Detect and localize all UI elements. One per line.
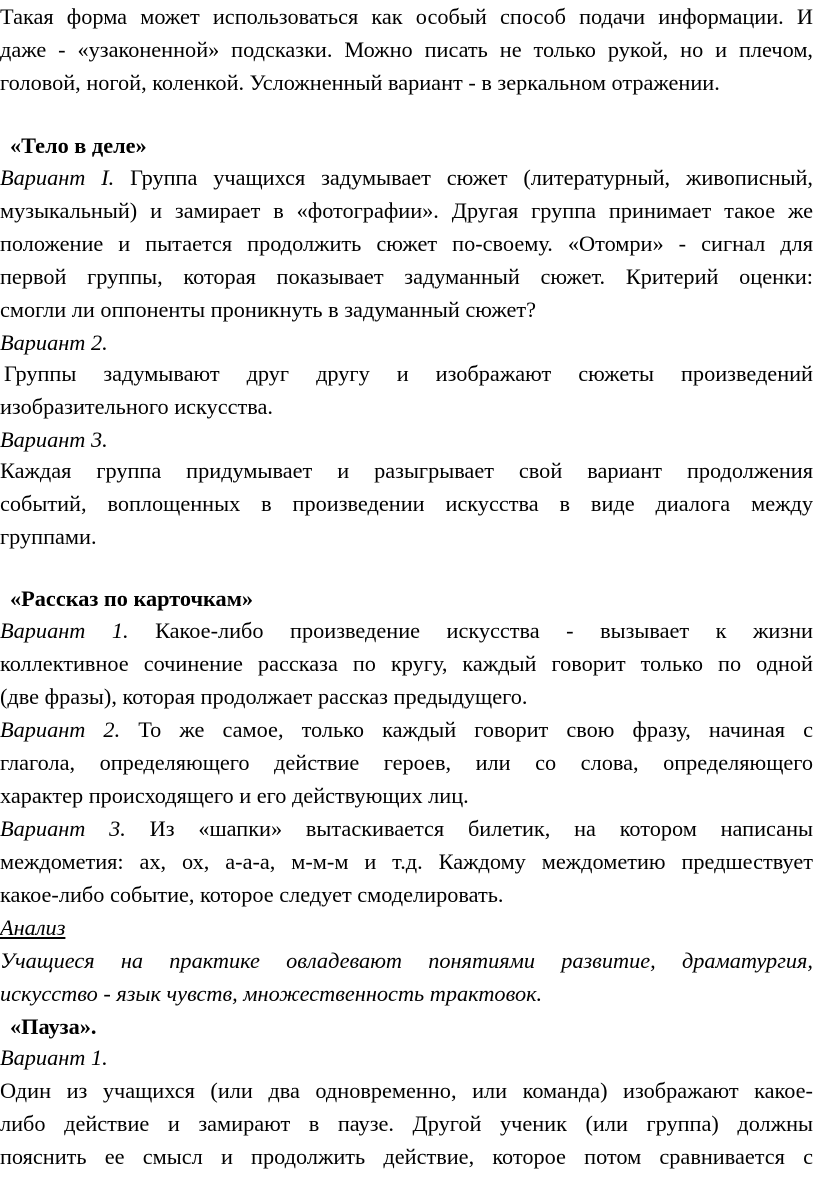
text-span: Какое-либо произведение искусства - вызывает к жизни	[128, 618, 813, 643]
text-line: событий, воплощенных в произведении искусства в виде диалога между	[0, 491, 813, 516]
text-line: пояснить ее смысл и продолжить действие, которое потом сравнивается с	[0, 1144, 813, 1169]
text-line: первой группы, которая показывает задуманный сюжет. Критерий оценки:	[0, 264, 813, 289]
text-line: Группы задумывают друг другу и изображают сюжеты произведений	[4, 361, 813, 386]
text-line	[0, 614, 813, 647]
variant-label: Вариант 3.	[0, 816, 126, 841]
text-line	[0, 161, 813, 194]
variant-label: Вариант I.	[0, 165, 115, 190]
text-line: даже - «узаконенной» подсказки. Можно писать не только рукой, но и плечом,	[0, 37, 813, 62]
analysis-label	[0, 911, 813, 944]
text-line: характер происходящего и его действующих лиц.	[0, 783, 469, 808]
text-line: изобразительного искусства.	[0, 394, 273, 419]
text-line: Каждая группа придумывает и разыгрывает свой вариант продолжения	[0, 458, 813, 483]
text-line: междометия: ах, ох, а-а-а, м-м-м и т.д. Каждому междометию предшествует	[0, 849, 813, 874]
text-span: То же самое, только каждый говорит свою фразу, начиная с	[120, 717, 813, 742]
text-line: положение и пытается продолжить сюжет по-своему. «Отомри» - сигнал для	[0, 231, 813, 256]
text-line: какое-либо событие, которое следует смоделировать.	[0, 882, 504, 907]
text-line: Один из учащихся (или два одновременно, или команда) изображают какое-	[0, 1078, 813, 1103]
section-heading: «Тело в деле»	[10, 133, 147, 158]
text-line: искусство - язык чувств, множественность трактовок.	[0, 981, 543, 1006]
section-heading: «Пауза».	[10, 1014, 97, 1039]
section-heading: «Рассказ по карточкам»	[10, 586, 254, 611]
text-line: Такая форма может использоваться как особый способ подачи информации. И	[0, 4, 813, 29]
analysis-heading: Анализ	[0, 915, 66, 940]
text-line: Учащиеся на практике овладевают понятиями развитие, драматургия,	[0, 948, 813, 973]
text-line: глагола, определяющего действие героев, или со слова, определяющего	[0, 750, 813, 775]
text-line: смогли ли оппоненты проникнуть в задуманный сюжет?	[0, 297, 537, 322]
text-line: группами.	[0, 524, 97, 549]
text-line	[0, 713, 813, 746]
text-line	[0, 812, 813, 845]
text-span: Из «шапки» вытаскивается билетик, на котором написаны	[125, 816, 813, 841]
variant-label: Вариант 2.	[0, 330, 108, 355]
text-span: Группа учащихся задумывает сюжет (литературный, живописный,	[114, 165, 814, 190]
text-line: либо действие и замирают в паузе. Другой ученик (или группа) должны	[0, 1111, 813, 1136]
text-line: коллективное сочинение рассказа по кругу, каждый говорит только по одной	[0, 651, 813, 676]
variant-label: Вариант 3.	[0, 427, 108, 452]
variant-label: Вариант 1.	[0, 618, 129, 643]
text-line: (две фразы), которая продолжает рассказ предыдущего.	[0, 684, 528, 709]
variant-label: Вариант 1.	[0, 1045, 108, 1070]
text-line: музыкальный) и замирает в «фотографии». Другая группа принимает такое же	[0, 198, 813, 223]
variant-label: Вариант 2.	[0, 717, 121, 742]
text-line: головой, ногой, коленкой. Усложненный вариант - в зеркальном отражении.	[0, 70, 720, 95]
